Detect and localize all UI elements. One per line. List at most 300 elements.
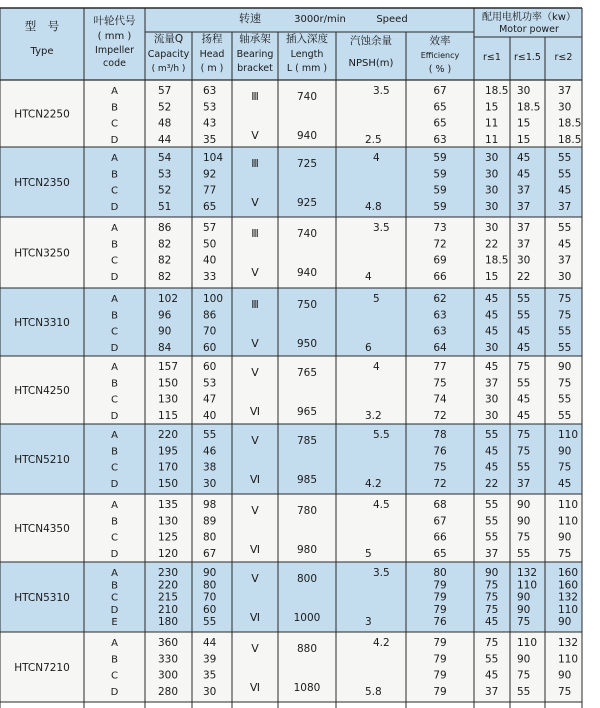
length-cell: 1080 bbox=[293, 681, 321, 694]
npsh-cell: 5 bbox=[373, 293, 380, 305]
motor-power-r2-cell: 132 bbox=[558, 637, 579, 649]
motor-power-r15-cell: 55 bbox=[517, 293, 531, 305]
header-motor-r2: r≤1.5 bbox=[514, 52, 541, 63]
impeller-code-cell: D bbox=[110, 548, 119, 560]
head-cell: 60 bbox=[203, 341, 217, 354]
motor-power-r2-cell: 75 bbox=[558, 461, 572, 474]
motor-power-r15-cell: 37 bbox=[517, 222, 531, 234]
motor-power-r1-cell: 37 bbox=[485, 377, 499, 390]
capacity-cell: 300 bbox=[158, 669, 179, 682]
efficiency-cell: 79 bbox=[433, 591, 447, 604]
head-cell: 67 bbox=[203, 547, 217, 560]
npsh-cell: 5.8 bbox=[365, 685, 382, 698]
motor-power-r1-cell: 75 bbox=[485, 579, 499, 592]
npsh-cell: 4.8 bbox=[365, 200, 382, 213]
motor-power-r2-cell: 75 bbox=[558, 685, 572, 698]
length-cell: 780 bbox=[296, 505, 318, 517]
header-bearing-en: Bearing bbox=[236, 49, 274, 60]
efficiency-cell: 79 bbox=[433, 603, 447, 616]
motor-power-r1-cell: 45 bbox=[485, 293, 499, 305]
header-efficiency-unit: ( % ) bbox=[428, 64, 452, 75]
motor-power-r2-cell: 90 bbox=[558, 616, 572, 629]
motor-power-r15-cell: 110 bbox=[517, 579, 538, 592]
length-cell: 785 bbox=[296, 435, 318, 447]
motor-power-r2-cell: 132 bbox=[558, 591, 579, 604]
capacity-cell: 96 bbox=[158, 309, 172, 322]
bearing-cell: Ⅵ bbox=[249, 542, 261, 556]
header-length-en: Length bbox=[290, 49, 324, 60]
length-cell: 765 bbox=[296, 367, 318, 379]
motor-power-r15-cell: 75 bbox=[517, 616, 531, 629]
npsh-cell: 6 bbox=[365, 341, 372, 354]
efficiency-cell: 79 bbox=[433, 653, 447, 666]
capacity-cell: 53 bbox=[158, 168, 172, 181]
motor-power-r1-cell: 45 bbox=[485, 616, 499, 629]
length-cell: 965 bbox=[296, 405, 318, 418]
impeller-code-cell: B bbox=[111, 169, 118, 181]
capacity-cell: 210 bbox=[158, 603, 179, 616]
head-cell: 35 bbox=[203, 669, 217, 682]
motor-power-r15-cell: 75 bbox=[517, 445, 531, 458]
header-speed-value: 3000r/min bbox=[294, 14, 346, 25]
motor-power-r2-cell: 110 bbox=[558, 515, 579, 528]
efficiency-cell: 66 bbox=[433, 270, 447, 283]
head-cell: 44 bbox=[203, 637, 217, 649]
capacity-cell: 230 bbox=[158, 567, 179, 579]
head-cell: 35 bbox=[203, 133, 217, 146]
impeller-code-cell: B bbox=[111, 378, 118, 390]
motor-power-r1-cell: 30 bbox=[485, 341, 499, 354]
efficiency-cell: 68 bbox=[433, 499, 447, 511]
header-head-en: Head bbox=[199, 49, 225, 60]
motor-power-r15-cell: 55 bbox=[517, 547, 531, 560]
npsh-cell: 5 bbox=[365, 547, 372, 560]
impeller-code-cell: A bbox=[111, 362, 118, 373]
motor-power-r1-cell: 75 bbox=[485, 591, 499, 604]
capacity-cell: 86 bbox=[158, 222, 172, 234]
motor-power-r1-cell: 30 bbox=[485, 393, 499, 406]
model-type-label: HTCN4250 bbox=[14, 385, 70, 397]
head-cell: 57 bbox=[203, 222, 217, 234]
motor-power-r2-cell: 75 bbox=[558, 293, 572, 305]
efficiency-cell: 59 bbox=[433, 184, 447, 197]
header-head-cn: 扬程 bbox=[201, 33, 223, 45]
efficiency-cell: 72 bbox=[433, 238, 447, 251]
motor-power-r15-cell: 30 bbox=[517, 254, 531, 267]
motor-power-r2-cell: 110 bbox=[558, 603, 579, 616]
npsh-cell: 3.2 bbox=[365, 409, 382, 422]
capacity-cell: 82 bbox=[158, 254, 172, 267]
motor-power-r1-cell: 75 bbox=[485, 603, 499, 616]
capacity-cell: 280 bbox=[158, 685, 179, 698]
bearing-cell: Ⅵ bbox=[249, 680, 261, 694]
head-cell: 65 bbox=[203, 200, 217, 213]
length-cell: 740 bbox=[296, 91, 318, 103]
motor-power-r15-cell: 75 bbox=[517, 361, 531, 373]
motor-power-r15-cell: 90 bbox=[517, 499, 531, 511]
motor-power-r15-cell: 45 bbox=[517, 168, 531, 181]
motor-power-r15-cell: 132 bbox=[517, 567, 538, 579]
head-cell: 47 bbox=[203, 393, 217, 406]
header-capacity-en: Capacity bbox=[147, 49, 190, 60]
bearing-cell: Ⅴ bbox=[251, 128, 259, 142]
motor-power-r15-cell: 55 bbox=[517, 461, 531, 474]
motor-power-r2-cell: 55 bbox=[558, 168, 572, 181]
length-cell: 940 bbox=[296, 266, 318, 279]
motor-power-r15-cell: 22 bbox=[517, 270, 531, 283]
head-cell: 55 bbox=[203, 429, 217, 441]
motor-power-r2-cell: 18.5 bbox=[558, 133, 582, 146]
impeller-code-cell: A bbox=[111, 223, 118, 234]
motor-power-r15-cell: 55 bbox=[517, 309, 531, 322]
length-cell: 740 bbox=[296, 228, 318, 240]
motor-power-r2-cell: 30 bbox=[558, 270, 572, 283]
capacity-cell: 330 bbox=[158, 653, 179, 666]
motor-power-r2-cell: 75 bbox=[558, 309, 572, 322]
motor-power-r1-cell: 55 bbox=[485, 653, 499, 666]
capacity-cell: 44 bbox=[158, 133, 172, 146]
head-cell: 40 bbox=[203, 409, 217, 422]
motor-power-r2-cell: 55 bbox=[558, 152, 572, 164]
impeller-code-cell: D bbox=[110, 271, 119, 283]
motor-power-r2-cell: 55 bbox=[558, 341, 572, 354]
motor-power-r15-cell: 75 bbox=[517, 531, 531, 544]
efficiency-cell: 67 bbox=[433, 85, 447, 97]
impeller-code-cell: D bbox=[110, 342, 119, 354]
motor-power-r2-cell: 55 bbox=[558, 325, 572, 338]
capacity-cell: 180 bbox=[158, 616, 179, 629]
impeller-code-cell: D bbox=[110, 201, 119, 213]
efficiency-cell: 79 bbox=[433, 579, 447, 592]
head-cell: 86 bbox=[203, 309, 217, 322]
efficiency-cell: 66 bbox=[433, 531, 447, 544]
length-cell: 925 bbox=[296, 196, 318, 209]
motor-power-r1-cell: 45 bbox=[485, 445, 499, 458]
motor-power-r1-cell: 18.5 bbox=[485, 254, 509, 267]
capacity-cell: 90 bbox=[158, 325, 172, 338]
npsh-cell: 4.2 bbox=[373, 637, 390, 649]
impeller-code-cell: B bbox=[111, 102, 118, 114]
head-cell: 30 bbox=[203, 685, 217, 698]
motor-power-r2-cell: 90 bbox=[558, 531, 572, 544]
bearing-cell: Ⅴ bbox=[251, 195, 259, 209]
bearing-cell: Ⅲ bbox=[251, 157, 259, 170]
npsh-cell: 3.5 bbox=[373, 85, 390, 97]
capacity-cell: 157 bbox=[158, 361, 179, 373]
head-cell: 55 bbox=[203, 616, 217, 629]
header-motor-r3: r≤2 bbox=[554, 52, 573, 63]
motor-power-r15-cell: 90 bbox=[517, 603, 531, 616]
header-efficiency-cn: 效率 bbox=[429, 35, 451, 47]
motor-power-r2-cell: 45 bbox=[558, 477, 572, 490]
header-motor-r1: r≤1 bbox=[483, 52, 501, 63]
bearing-cell: Ⅲ bbox=[251, 298, 259, 311]
header-impeller-en: Impeller bbox=[95, 45, 134, 56]
efficiency-cell: 78 bbox=[433, 429, 447, 441]
model-type-label: HTCN4350 bbox=[14, 523, 70, 535]
capacity-cell: 57 bbox=[158, 85, 172, 97]
npsh-cell: 2.5 bbox=[365, 133, 382, 146]
npsh-cell: 4 bbox=[373, 361, 380, 373]
motor-power-r2-cell: 90 bbox=[558, 669, 572, 682]
header-type-cn: 型 号 bbox=[24, 19, 60, 33]
impeller-code-cell: D bbox=[110, 410, 119, 422]
length-cell: 940 bbox=[296, 129, 318, 142]
efficiency-cell: 75 bbox=[433, 461, 447, 474]
capacity-cell: 135 bbox=[158, 499, 179, 511]
motor-power-r15-cell: 55 bbox=[517, 685, 531, 698]
head-cell: 40 bbox=[203, 254, 217, 267]
efficiency-cell: 73 bbox=[433, 222, 447, 234]
length-cell: 800 bbox=[296, 573, 318, 585]
efficiency-cell: 63 bbox=[433, 325, 447, 338]
motor-power-r15-cell: 15 bbox=[517, 133, 531, 146]
npsh-cell: 4 bbox=[365, 270, 372, 283]
bearing-cell: Ⅴ bbox=[251, 265, 259, 279]
npsh-cell: 4.2 bbox=[365, 477, 382, 490]
npsh-cell: 5.5 bbox=[373, 429, 390, 441]
length-cell: 980 bbox=[296, 543, 318, 556]
motor-power-r15-cell: 45 bbox=[517, 341, 531, 354]
head-cell: 77 bbox=[203, 184, 217, 197]
efficiency-cell: 59 bbox=[433, 152, 447, 164]
impeller-code-cell: C bbox=[111, 255, 118, 267]
impeller-code-cell: A bbox=[111, 153, 118, 164]
efficiency-cell: 75 bbox=[433, 377, 447, 390]
impeller-code-cell: B bbox=[111, 239, 118, 251]
impeller-code-cell: D bbox=[110, 604, 119, 616]
model-type-label: HTCN2250 bbox=[14, 108, 70, 121]
efficiency-cell: 63 bbox=[433, 133, 447, 146]
head-cell: 53 bbox=[203, 377, 217, 390]
motor-power-r1-cell: 55 bbox=[485, 499, 499, 511]
bearing-cell: Ⅴ bbox=[251, 434, 259, 447]
capacity-cell: 51 bbox=[158, 200, 172, 213]
header-npsh-cn: 汽蚀余量 bbox=[350, 35, 392, 47]
efficiency-cell: 79 bbox=[433, 669, 447, 682]
motor-power-r1-cell: 55 bbox=[485, 515, 499, 528]
head-cell: 70 bbox=[203, 325, 217, 338]
motor-power-r1-cell: 18.5 bbox=[485, 85, 509, 97]
efficiency-cell: 65 bbox=[433, 101, 447, 114]
efficiency-cell: 80 bbox=[433, 567, 447, 579]
head-cell: 63 bbox=[203, 85, 217, 97]
bearing-cell: Ⅲ bbox=[251, 227, 259, 240]
head-cell: 100 bbox=[203, 293, 224, 305]
motor-power-r2-cell: 30 bbox=[558, 101, 572, 114]
npsh-cell: 3 bbox=[365, 616, 372, 629]
impeller-code-cell: D bbox=[110, 478, 119, 490]
motor-power-r2-cell: 18.5 bbox=[558, 117, 582, 130]
length-cell: 985 bbox=[296, 473, 318, 486]
head-cell: 39 bbox=[203, 653, 217, 666]
motor-power-r1-cell: 30 bbox=[485, 168, 499, 181]
motor-power-r1-cell: 30 bbox=[485, 200, 499, 213]
bearing-cell: Ⅴ bbox=[251, 572, 259, 585]
capacity-cell: 220 bbox=[158, 579, 179, 592]
efficiency-cell: 72 bbox=[433, 477, 447, 490]
capacity-cell: 125 bbox=[158, 531, 179, 544]
efficiency-cell: 62 bbox=[433, 293, 447, 305]
npsh-cell: 3.5 bbox=[373, 567, 390, 579]
motor-power-r1-cell: 30 bbox=[485, 152, 499, 164]
capacity-cell: 130 bbox=[158, 393, 179, 406]
motor-power-r15-cell: 90 bbox=[517, 515, 531, 528]
motor-power-r1-cell: 45 bbox=[485, 361, 499, 373]
motor-power-r1-cell: 30 bbox=[485, 184, 499, 197]
motor-power-r1-cell: 30 bbox=[485, 222, 499, 234]
motor-power-r2-cell: 55 bbox=[558, 222, 572, 234]
motor-power-r1-cell: 55 bbox=[485, 429, 499, 441]
motor-power-r15-cell: 45 bbox=[517, 393, 531, 406]
motor-power-r15-cell: 15 bbox=[517, 117, 531, 130]
impeller-code-cell: B bbox=[111, 654, 118, 666]
capacity-cell: 215 bbox=[158, 591, 179, 604]
header-type-en: Type bbox=[30, 46, 54, 57]
motor-power-r1-cell: 22 bbox=[485, 477, 499, 490]
impeller-code-cell: C bbox=[111, 592, 118, 604]
motor-power-r1-cell: 22 bbox=[485, 238, 499, 251]
header-speed-en: Speed bbox=[376, 14, 408, 25]
head-cell: 43 bbox=[203, 117, 217, 130]
capacity-cell: 52 bbox=[158, 101, 172, 114]
efficiency-cell: 69 bbox=[433, 254, 447, 267]
impeller-code-cell: B bbox=[111, 446, 118, 458]
capacity-cell: 150 bbox=[158, 477, 179, 490]
capacity-cell: 82 bbox=[158, 238, 172, 251]
motor-power-r1-cell: 45 bbox=[485, 461, 499, 474]
efficiency-cell: 74 bbox=[433, 393, 447, 406]
capacity-cell: 195 bbox=[158, 445, 179, 458]
head-cell: 104 bbox=[203, 152, 224, 164]
capacity-cell: 115 bbox=[158, 409, 179, 422]
npsh-cell: 4.5 bbox=[373, 499, 390, 511]
motor-power-r2-cell: 75 bbox=[558, 547, 572, 560]
motor-power-r1-cell: 15 bbox=[485, 101, 499, 114]
impeller-code-cell: D bbox=[110, 686, 119, 698]
capacity-cell: 84 bbox=[158, 341, 172, 354]
impeller-code-cell: C bbox=[111, 185, 118, 197]
impeller-code-cell: B bbox=[111, 516, 118, 528]
motor-power-r15-cell: 55 bbox=[517, 377, 531, 390]
motor-power-r15-cell: 75 bbox=[517, 669, 531, 682]
header-bearing-cn: 轴承架 bbox=[239, 33, 271, 45]
motor-power-r2-cell: 37 bbox=[558, 200, 572, 213]
length-cell: 880 bbox=[296, 643, 318, 655]
motor-power-r15-cell: 37 bbox=[517, 238, 531, 251]
length-cell: 750 bbox=[296, 299, 318, 311]
motor-power-r15-cell: 30 bbox=[517, 85, 531, 97]
motor-power-r2-cell: 160 bbox=[558, 567, 579, 579]
motor-power-r2-cell: 75 bbox=[558, 377, 572, 390]
motor-power-r15-cell: 75 bbox=[517, 429, 531, 441]
impeller-code-cell: A bbox=[111, 568, 118, 579]
capacity-cell: 120 bbox=[158, 547, 179, 560]
motor-power-r15-cell: 90 bbox=[517, 653, 531, 666]
capacity-cell: 150 bbox=[158, 377, 179, 390]
header-motor-en: Motor power bbox=[499, 24, 559, 35]
capacity-cell: 102 bbox=[158, 293, 179, 305]
motor-power-r1-cell: 15 bbox=[485, 270, 499, 283]
bearing-cell: Ⅲ bbox=[251, 90, 259, 103]
motor-power-r1-cell: 37 bbox=[485, 547, 499, 560]
impeller-code-cell: A bbox=[111, 294, 118, 305]
impeller-code-cell: C bbox=[111, 394, 118, 406]
header-capacity-unit: ( m³/h ) bbox=[151, 64, 186, 74]
head-cell: 80 bbox=[203, 531, 217, 544]
efficiency-cell: 76 bbox=[433, 616, 447, 629]
model-type-label: HTCN5310 bbox=[14, 592, 70, 604]
motor-power-r15-cell: 45 bbox=[517, 325, 531, 338]
npsh-cell: 4 bbox=[373, 152, 380, 164]
capacity-cell: 52 bbox=[158, 184, 172, 197]
head-cell: 50 bbox=[203, 238, 217, 251]
head-cell: 53 bbox=[203, 101, 217, 114]
header-efficiency-en: Efficiency bbox=[420, 51, 460, 60]
head-cell: 90 bbox=[203, 567, 217, 579]
npsh-cell: 3.5 bbox=[373, 222, 390, 234]
capacity-cell: 170 bbox=[158, 461, 179, 474]
model-type-label: HTCN3310 bbox=[14, 317, 70, 329]
motor-power-r2-cell: 90 bbox=[558, 445, 572, 458]
motor-power-r1-cell: 45 bbox=[485, 669, 499, 682]
capacity-cell: 220 bbox=[158, 429, 179, 441]
impeller-code-cell: A bbox=[111, 86, 118, 97]
impeller-code-cell: A bbox=[111, 430, 118, 441]
head-cell: 60 bbox=[203, 603, 217, 616]
impeller-code-cell: C bbox=[111, 118, 118, 130]
header-head-unit: ( m ) bbox=[200, 63, 224, 74]
motor-power-r1-cell: 45 bbox=[485, 309, 499, 322]
motor-power-r1-cell: 11 bbox=[485, 133, 499, 146]
motor-power-r1-cell: 30 bbox=[485, 409, 499, 422]
impeller-code-cell: B bbox=[111, 580, 118, 592]
head-cell: 60 bbox=[203, 361, 217, 373]
bearing-cell: Ⅴ bbox=[251, 642, 259, 655]
capacity-cell: 48 bbox=[158, 117, 172, 130]
efficiency-cell: 79 bbox=[433, 685, 447, 698]
motor-power-r2-cell: 110 bbox=[558, 429, 579, 441]
efficiency-cell: 59 bbox=[433, 168, 447, 181]
impeller-code-cell: A bbox=[111, 500, 118, 511]
impeller-code-cell: A bbox=[111, 638, 118, 649]
motor-power-r15-cell: 110 bbox=[517, 637, 538, 649]
impeller-code-cell: E bbox=[111, 617, 118, 629]
head-cell: 30 bbox=[203, 477, 217, 490]
impeller-code-cell: C bbox=[111, 326, 118, 338]
motor-power-r2-cell: 110 bbox=[558, 499, 579, 511]
capacity-cell: 130 bbox=[158, 515, 179, 528]
efficiency-cell: 59 bbox=[433, 200, 447, 213]
model-type-label: HTCN2350 bbox=[14, 177, 70, 189]
motor-power-r1-cell: 37 bbox=[485, 685, 499, 698]
efficiency-cell: 77 bbox=[433, 361, 447, 373]
motor-power-r15-cell: 37 bbox=[517, 184, 531, 197]
efficiency-cell: 76 bbox=[433, 445, 447, 458]
efficiency-cell: 67 bbox=[433, 515, 447, 528]
motor-power-r1-cell: 75 bbox=[485, 637, 499, 649]
header-impeller-code: code bbox=[103, 58, 126, 69]
length-cell: 725 bbox=[296, 158, 318, 170]
motor-power-r2-cell: 110 bbox=[558, 653, 579, 666]
head-cell: 33 bbox=[203, 270, 217, 283]
impeller-code-cell: B bbox=[111, 310, 118, 322]
bearing-cell: Ⅵ bbox=[249, 472, 261, 486]
motor-power-r15-cell: 37 bbox=[517, 477, 531, 490]
head-cell: 70 bbox=[203, 591, 217, 604]
motor-power-r2-cell: 37 bbox=[558, 85, 572, 97]
head-cell: 46 bbox=[203, 445, 217, 458]
